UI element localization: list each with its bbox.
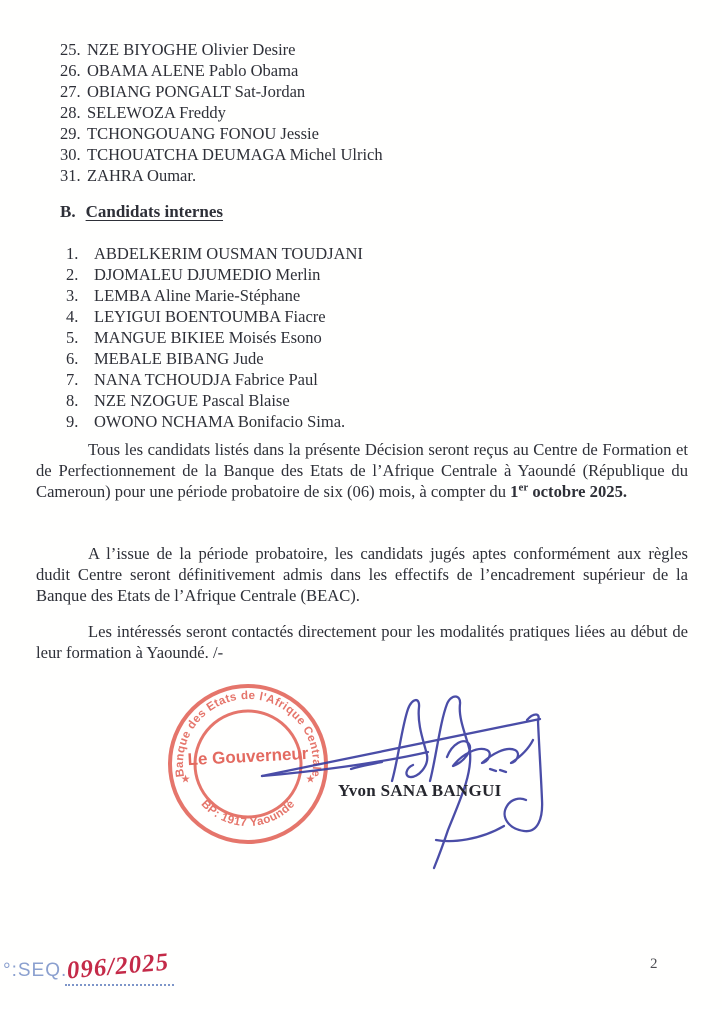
candidate-number: 6. bbox=[66, 349, 79, 368]
candidate-name: MANGUE BIKIEE Moisés Esono bbox=[94, 328, 322, 347]
candidate-number: 30. bbox=[60, 145, 81, 164]
candidate-list-item bbox=[60, 144, 383, 165]
candidate-number: 25. bbox=[60, 40, 81, 59]
stamp-star-right-icon: ★ bbox=[305, 773, 316, 786]
candidate-number: 7. bbox=[66, 370, 79, 389]
candidate-number: 26. bbox=[60, 61, 81, 80]
candidate-list-item bbox=[60, 81, 383, 102]
candidate-number: 27. bbox=[60, 82, 81, 101]
candidate-number: 1. bbox=[66, 244, 79, 263]
candidate-list-item bbox=[66, 285, 363, 306]
candidate-name: DJOMALEU DJUMEDIO Merlin bbox=[94, 265, 321, 284]
stamp-ring-text-bottom: BP: 1917 Yaoundé bbox=[198, 797, 298, 830]
candidate-name: TCHOUATCHA DEUMAGA Michel Ulrich bbox=[87, 145, 383, 164]
section-b-title: Candidats internes bbox=[85, 202, 224, 221]
candidate-list-item bbox=[60, 60, 383, 81]
stamp-center-text: Le Gouverneur bbox=[187, 743, 309, 770]
candidate-number: 31. bbox=[60, 166, 81, 185]
internal-candidates-list bbox=[66, 243, 363, 432]
candidate-list-item bbox=[60, 39, 383, 60]
external-candidates-list bbox=[60, 39, 383, 186]
candidate-number: 4. bbox=[66, 307, 79, 326]
start-date-rest: octobre 2025. bbox=[528, 482, 628, 501]
paragraph-text: Tous les candidats listés dans la présente Décision seront reçus au Centre de Formation et de Perfectionnement de la Banque des Etats de l’Afrique Centrale à Yaoundé (République du Cameroun) pour une période probatoire de six (06) mois, à compter du bbox=[36, 440, 688, 501]
governor-signature bbox=[240, 670, 560, 880]
stamp-ring-text-top: Banque des Etats de l'Afrique Centrale bbox=[172, 688, 324, 778]
candidate-name: OBAMA ALENE Pablo Obama bbox=[87, 61, 299, 80]
candidate-name: MEBALE BIBANG Jude bbox=[94, 349, 264, 368]
candidate-list-item bbox=[66, 348, 363, 369]
page-number: 2 bbox=[650, 956, 658, 972]
candidate-list-item bbox=[66, 411, 363, 432]
candidate-name: LEYIGUI BOENTOUMBA Fiacre bbox=[94, 307, 326, 326]
candidate-list-item bbox=[66, 369, 363, 390]
candidate-list-item bbox=[66, 243, 363, 264]
candidate-list-item bbox=[66, 327, 363, 348]
section-b-label: B. bbox=[60, 202, 76, 221]
paragraph-contact: Les intéressés seront contactés directement pour les modalités pratiques liées au début de leur formation à Yaoundé. /- bbox=[36, 622, 688, 662]
candidate-number: 29. bbox=[60, 124, 81, 143]
candidate-name: TCHONGOUANG FONOU Jessie bbox=[87, 124, 319, 143]
candidate-name: ZAHRA Oumar. bbox=[87, 166, 197, 185]
candidate-name: OBIANG PONGALT Sat-Jordan bbox=[87, 82, 306, 101]
candidate-list-item bbox=[60, 102, 383, 123]
candidate-number: 8. bbox=[66, 391, 79, 410]
start-date-ordinal: er bbox=[518, 481, 529, 494]
candidate-name: LEMBA Aline Marie-Stéphane bbox=[94, 286, 301, 305]
sequence-line bbox=[3, 948, 174, 986]
paragraph-probation-period bbox=[36, 439, 688, 502]
sequence-handwritten-value: 096/2025 bbox=[66, 948, 171, 985]
candidate-number: 9. bbox=[66, 412, 79, 431]
sequence-dotted-line bbox=[65, 948, 173, 986]
candidate-list-item bbox=[60, 123, 383, 144]
section-b-header bbox=[60, 201, 223, 222]
candidate-list-item bbox=[66, 390, 363, 411]
candidate-list-item bbox=[60, 165, 383, 186]
candidate-number: 2. bbox=[66, 265, 79, 284]
candidate-name: NANA TCHOUDJA Fabrice Paul bbox=[94, 370, 318, 389]
sequence-label: °:SEQ. bbox=[3, 960, 68, 981]
start-date-number: 1 bbox=[510, 482, 519, 501]
candidate-name: SELEWOZA Freddy bbox=[87, 103, 226, 122]
candidate-number: 3. bbox=[66, 286, 79, 305]
candidate-list-item bbox=[66, 264, 363, 285]
candidate-number: 28. bbox=[60, 103, 81, 122]
candidate-list-item bbox=[66, 306, 363, 327]
candidate-name: ABDELKERIM OUSMAN TOUDJANI bbox=[94, 244, 363, 263]
candidate-name: NZE NZOGUE Pascal Blaise bbox=[94, 391, 290, 410]
signer-name: Yvon SANA BANGUI bbox=[338, 781, 502, 800]
candidate-number: 5. bbox=[66, 328, 79, 347]
candidate-name: OWONO NCHAMA Bonifacio Sima. bbox=[94, 412, 346, 431]
candidate-name: NZE BIYOGHE Olivier Desire bbox=[87, 40, 296, 59]
stamp-star-left-icon: ★ bbox=[180, 773, 191, 786]
paragraph-admission: A l’issue de la période probatoire, les candidats jugés aptes conformément aux règles dudit Centre seront définitivement admis dans les effectifs de l’encadrement supérieur de la Banque des Etats de l’Afrique Centrale (BEAC). bbox=[36, 544, 688, 605]
